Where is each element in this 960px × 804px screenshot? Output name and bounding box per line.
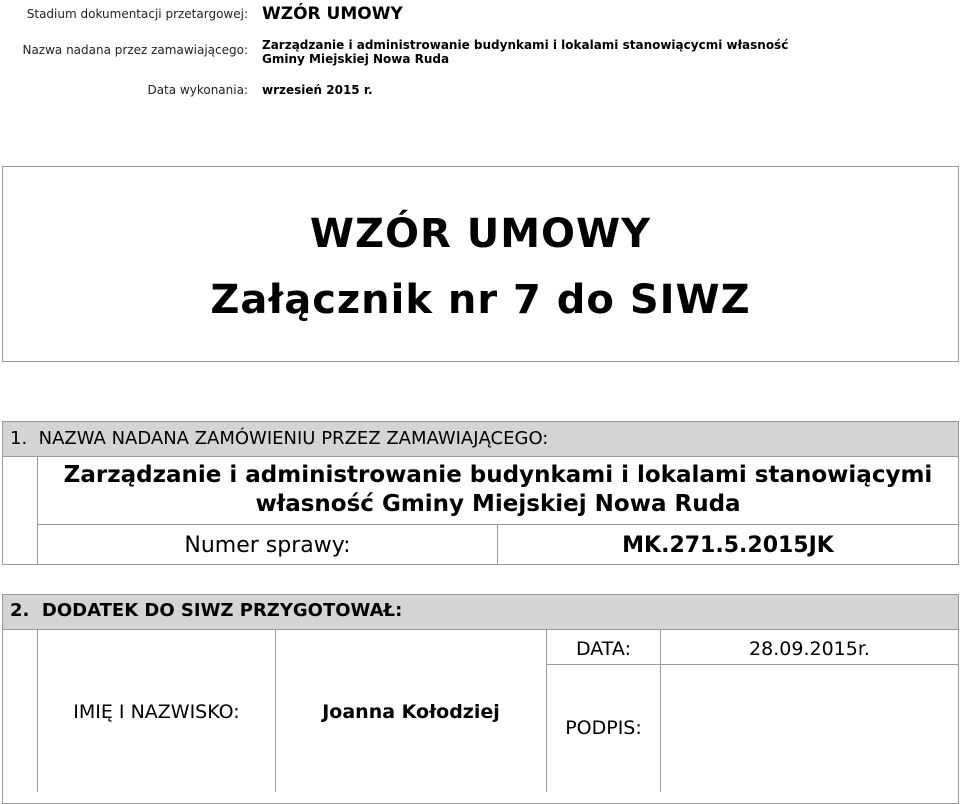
title: WZÓR UMOWY <box>309 211 652 257</box>
section-2-heading: 2. DODATEK DO SIWZ PRZYGOTOWAŁ: <box>10 600 403 621</box>
name-label: Nazwa nadana przez zamawiającego: <box>22 43 248 57</box>
stage-value: WZÓR UMOWY <box>262 4 403 24</box>
prepared-date-label: DATA: <box>575 638 631 660</box>
prepared-by-name: Joanna Kołodziej <box>322 701 500 723</box>
case-number-value: MK.271.5.2015JK <box>622 533 834 558</box>
signature-label: PODPIS: <box>565 717 642 739</box>
title-box <box>2 166 959 362</box>
name-value-line1: Zarządzanie i administrowanie budynkami i lokalami stanowiącycmi własność <box>262 38 789 52</box>
prepared-by-label: IMIĘ I NAZWISKO: <box>73 701 240 723</box>
order-name-line2: własność Gminy Miejskiej Nowa Ruda <box>255 491 741 517</box>
section-1-heading: 1. NAZWA NADANA ZAMÓWIENIU PRZEZ ZAMAWIAJĄCEGO: <box>10 428 549 449</box>
prepared-date-value: 28.09.2015r. <box>749 638 870 660</box>
name-value-line2: Gminy Miejskiej Nowa Ruda <box>262 52 450 66</box>
subtitle: Załącznik nr 7 do SIWZ <box>210 277 751 323</box>
case-number-label: Numer sprawy: <box>184 533 351 558</box>
date-value: wrzesień 2015 r. <box>262 83 373 97</box>
date-label: Data wykonania: <box>147 83 248 97</box>
stage-label: Stadium dokumentacji przetargowej: <box>26 7 248 21</box>
order-name-line1: Zarządzanie i administrowanie budynkami i lokalami stanowiącymi <box>63 462 933 488</box>
